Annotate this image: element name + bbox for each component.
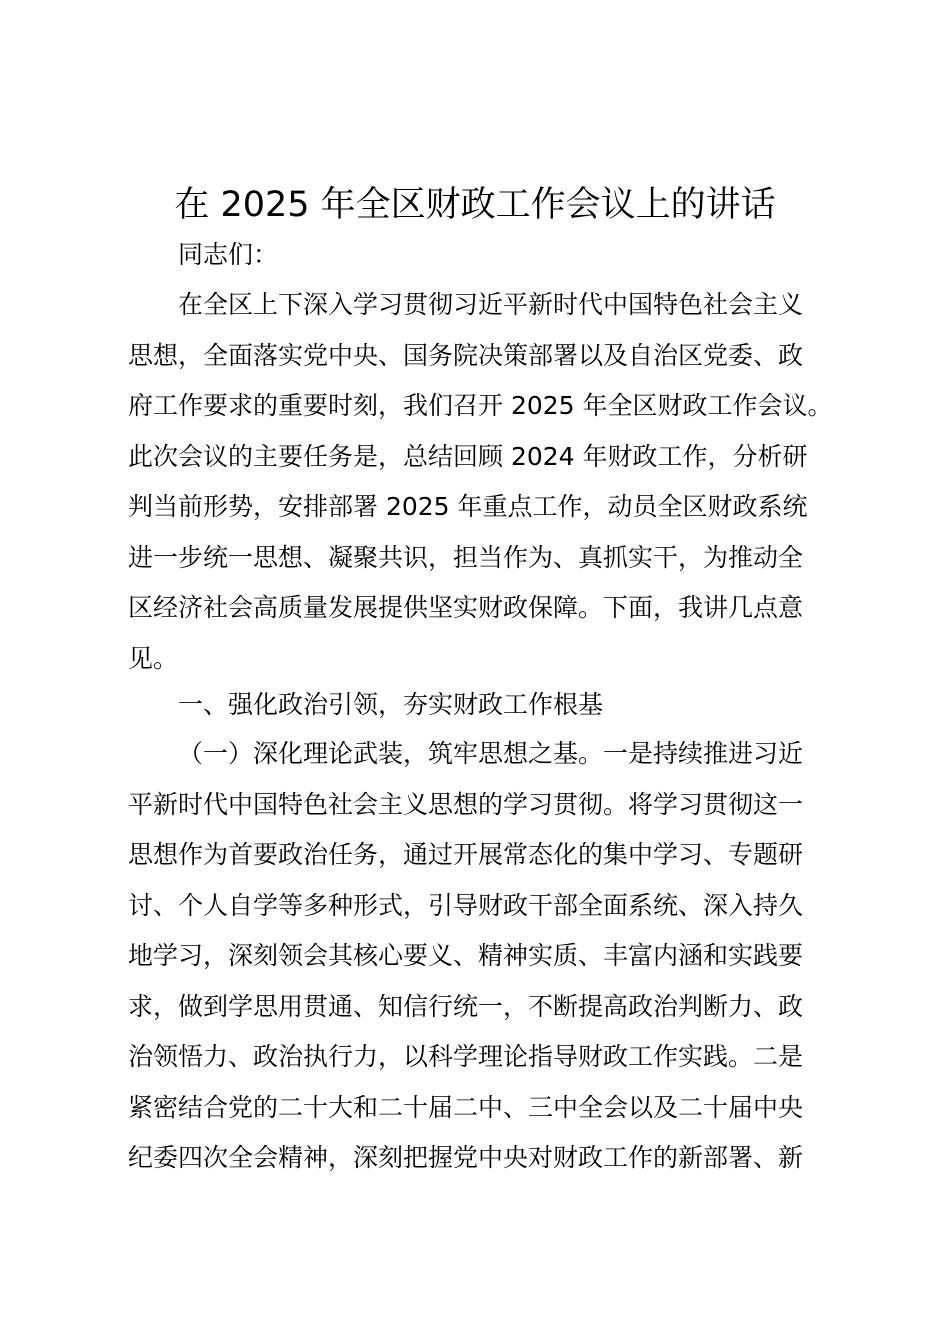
- paragraph-line: 思想作为首要政治任务，通过开展常态化的集中学习、专题研: [128, 840, 804, 869]
- paragraph-line: 区经济社会高质量发展提供坚实财政保障。下面，我讲几点意: [128, 593, 804, 622]
- paragraph-line: 思想，全面落实党中央、国务院决策部署以及自治区党委、政: [128, 340, 804, 370]
- paragraph-line: 求，做到学思用贯通、知信行统一，不断提高政治判断力、政: [128, 991, 804, 1021]
- paragraph-line: 讨、个人自学等多种形式，引导财政干部全面系统、深入持久: [128, 890, 804, 920]
- paragraph-line: 治领悟力、政治执行力，以科学理论指导财政工作实践。二是: [128, 1042, 804, 1071]
- section1-paragraph: [128, 729, 848, 1184]
- document-title: 在 2025 年全区财政工作会议上的讲话: [174, 185, 776, 225]
- paragraph-line: 纪委四次全会精神，深刻把握党中央对财政工作的新部署、新: [128, 1143, 804, 1172]
- paragraph-line: 判当前形势，安排部署 2025 年重点工作，动员全区财政系统: [128, 492, 808, 521]
- paragraph-line: 此次会议的主要任务是，总结回顾 2024 年财政工作，分析研: [128, 441, 808, 471]
- paragraph-line: 平新时代中国特色社会主义思想的学习贯彻。将学习贯彻这一: [128, 789, 804, 819]
- paragraph-line: 地学习，深刻领会其核心要义、精神实质、丰富内涵和实践要: [128, 941, 804, 970]
- paragraph-line: 见。: [128, 643, 179, 673]
- salutation: 同志们：: [178, 240, 279, 269]
- section-heading: 一、强化政治引领，夯实财政工作根基: [178, 690, 604, 719]
- paragraph-line: 在全区上下深入学习贯彻习近平新时代中国特色社会主义: [178, 290, 804, 319]
- paragraph-line: 紧密结合党的二十大和二十届二中、三中全会以及二十届中央: [128, 1092, 804, 1122]
- paragraph-line: 进一步统一思想、凝聚共识，担当作为、真抓实干，为推动全: [128, 542, 804, 572]
- paragraph-line: （一）深化理论武装，筑牢思想之基。一是持续推进习近: [178, 739, 804, 768]
- intro-paragraph: [128, 280, 848, 684]
- paragraph-line: 府工作要求的重要时刻，我们召开 2025 年全区财政工作会议。: [128, 391, 833, 420]
